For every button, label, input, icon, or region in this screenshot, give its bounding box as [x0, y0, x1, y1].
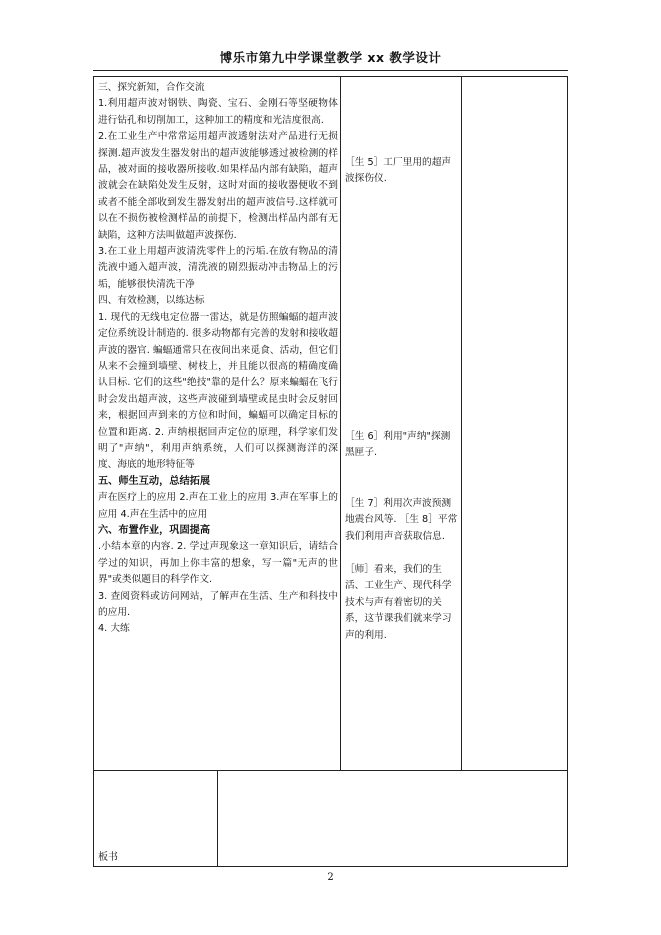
- main-content: [94, 77, 340, 638]
- content-paragraph: 三、探究新知，合作交流: [98, 82, 205, 93]
- section-heading: 六、布置作业，巩固提高: [98, 524, 211, 536]
- student-note: ［生 6］利用"声纳"探测黑匣子.: [345, 431, 451, 459]
- notes-blank-cell: [462, 77, 568, 771]
- student-activity-notes: [341, 77, 461, 770]
- board-content-cell: [217, 771, 568, 867]
- content-paragraph: 1.利用超声波对钢铁、陶瓷、宝石、金刚石等坚硬物体进行钻孔和切削加工，这种加工的精度和光洁度很高.: [98, 98, 338, 126]
- board-label-cell: [94, 771, 218, 867]
- teacher-note: ［师］看来，我们的生活、工业生产、现代科学技术与声有着密切的关系，这节课我们就来学习声的利用.: [345, 564, 452, 641]
- board-label: 板书: [98, 852, 118, 863]
- content-paragraph: 2.在工业生产中常常运用超声波透射法对产品进行无损探测.超声波发生器发射出的超声波能够透过被检测的样品，被对面的接收器所接收.如果样品内部有缺陷，超声波就会在缺陷处发生反射，这时对面的接收器便收不到或者不能全部收到发生器发射出的超声波信号.这样就可以在不损伤被检测样品的前提下，检测出样品内部有无缺陷，这种方法叫做超声波探伤.: [98, 131, 338, 241]
- content-paragraph: 四、有效检测，以练达标: [98, 295, 205, 307]
- content-paragraph: 1. 现代的无线电定位器一雷达，就是仿照蝙蝠的超声波定位系统设计制造的. 很多动物都有完善的发射和接收超声波的器官. 蝙蝠通常只在夜间出来觅食、活动，但它们从来不会撞到墙壁、树枝上，并且能以很高的精确度确认目标. 它们的这些"绝技"靠的是什么？原来蝙蝠在飞行时会发出超声波，这些声波碰到墙壁或昆虫时会反射回来，根据回声到来的方位和时间，蝙蝠可以确定目标的位置和距离. 2. 声纳根据回声定位的原理，科学家们发明了"声纳"，利用声纳系统，人们可以探测海洋的深度、海底的地形特征等: [98, 311, 338, 471]
- student-note: ［生 5］工厂里用的超声波探伤仪.: [345, 157, 452, 185]
- content-paragraph: 声在医疗上的应用 2.声在工业上的应用 3.声在军事上的应用 4.声在生活中的应用: [98, 492, 338, 520]
- content-paragraph: 4. 大练: [98, 623, 130, 635]
- content-paragraph: .小结本章的内容. 2. 学过声现象这一章知识后，请结合学过的知识，再加上你丰富的想象，写一篇"无声的世界"或类似题目的科学作文.: [98, 541, 338, 586]
- lesson-plan-table: [93, 76, 568, 867]
- page-number: 2: [327, 872, 334, 883]
- student-activity-cell: [341, 77, 462, 771]
- title-underline: [93, 70, 568, 71]
- main-content-cell: [94, 77, 341, 771]
- board-row: [94, 771, 568, 867]
- content-paragraph: 3. 查阅资料或访问网站，了解声在生活、生产和科技中的应用.: [98, 590, 338, 618]
- student-note: ［生 7］利用次声波预测地震台风等. ［生 8］平常我们利用声音获取信息.: [345, 498, 458, 542]
- content-paragraph: 3.在工业上用超声波清洗零件上的污垢.在放有物品的清洗液中通入超声波，清洗液的剧烈振动冲击物品上的污垢，能够很快清洗干净: [98, 246, 338, 290]
- page-title: 博乐市第九中学课堂教学 xx 教学设计: [219, 50, 442, 65]
- content-row: [94, 77, 568, 771]
- section-heading: 五、师生互动，总结拓展: [98, 475, 211, 487]
